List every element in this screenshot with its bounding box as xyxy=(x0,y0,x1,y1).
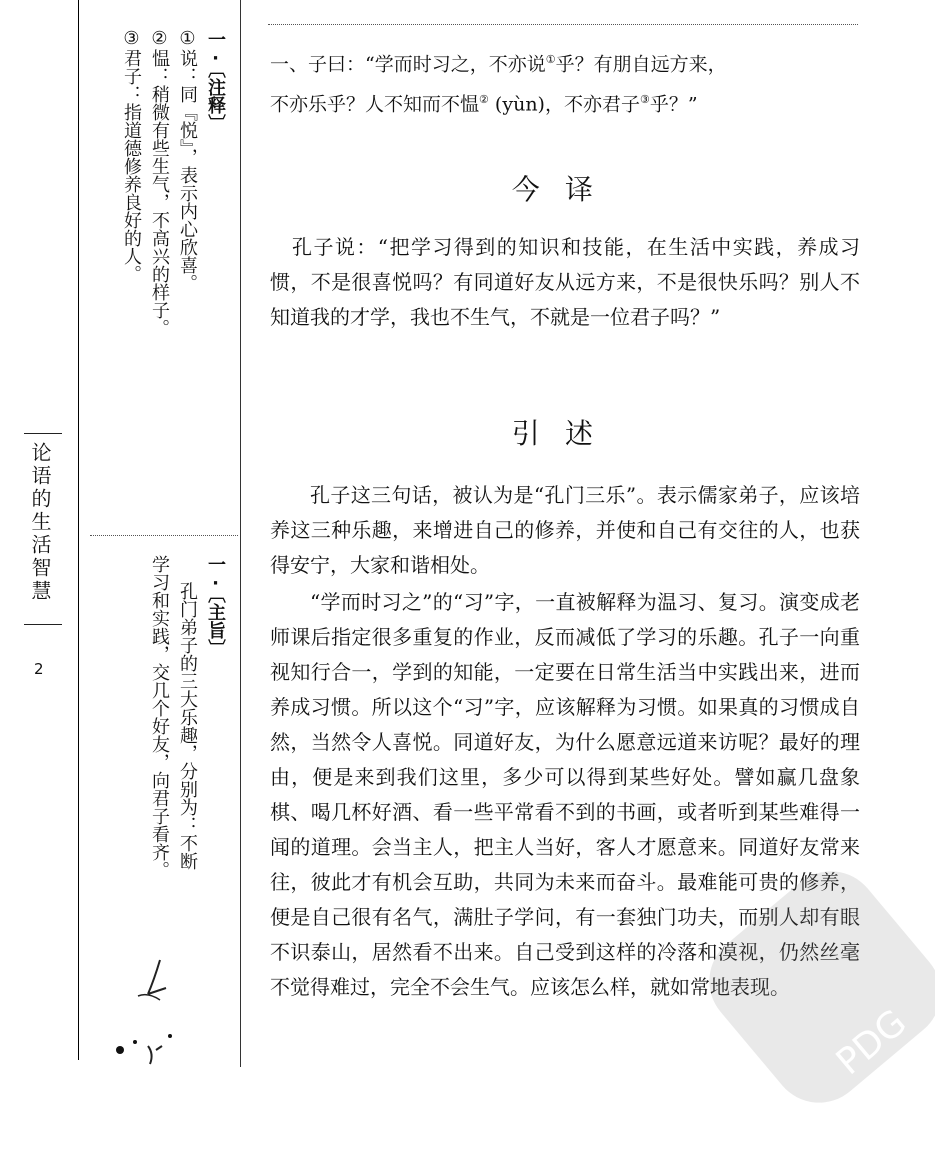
commentary-paragraph-2: “学而时习之”的“习”字，一直被解释为温习、复习。演变成老师课后指定很多重复的作业，反而减低了学习的乐趣。孔子一向重视知行合一，学到的知能，一定要在日常生活当中实践出来，进而养成习惯。所以这个“习”字，应该解释为习惯。如果真的习惯成自然，当然令人喜悦。同道好友，为什么愿意远道来访呢？最好的理由，便是来到我们这里，多少可以得到某些好处。譬如赢几盘象棋、喝几杯好酒、看一些平常看不到的书画，或者听到某些难得一闻的道理。会当主人，把主人当好，客人才愿意来。同道好友常来往，彼此才有机会互助，共同为未来而奋斗。最难能可贵的修养，便是自己很有名气，满肚子学问，有一套独门功夫，而别人却有眼不识泰山，居然看不出来。自己受到这样的冷落和漠视，仍然丝毫不觉得难过，完全不会生气。应该怎么样，就如常地表现。 xyxy=(270,590,860,999)
header-dotted-rule xyxy=(268,24,858,25)
commentary-paragraph-1: 孔子这三句话，被认为是“孔门三乐”。表示儒家弟子，应该培养这三种乐趣，来增进自己的修养，并使和自己有交往的人，也获得安宁，大家和谐相处。 xyxy=(270,483,860,577)
page-number: 2 xyxy=(34,660,44,678)
translation-text: 孔子说：“把学习得到的知识和技能，在生活中实践，养成习惯，不是很喜悦吗？有同道好友从远方来，不是很快乐吗？别人不知道我的才学，我也不生气，不就是一位君子吗？” xyxy=(270,235,860,329)
svg-text:PDG: PDG xyxy=(828,1001,915,1084)
theme-line-1: 孔门弟子的三大乐趣，分别为：不断 xyxy=(177,582,198,870)
left-margin-rule xyxy=(78,0,79,1060)
theme-line-2: 学习和实践，交几个好友，向君子看齐。 xyxy=(149,555,170,879)
book-title: 论语的生活智慧 xyxy=(28,442,52,603)
notes-section-label: 一·〔注释〕 xyxy=(205,30,226,132)
column-divider-rule xyxy=(240,0,241,1067)
note-item-1: ①说：同『悦』，表示内心欣喜。 xyxy=(177,28,198,292)
ink-sketch-decoration xyxy=(90,950,210,1067)
commentary-heading: 引述 xyxy=(511,417,619,450)
note-item-3: ③君子：指道德修养良好的人。 xyxy=(121,28,142,283)
translation-heading: 今译 xyxy=(511,173,619,206)
original-text: 一、子曰：“学而时习之，不亦说①乎？有朋自远方来， 不亦乐乎？人不知而不愠② (yùn)，不亦君子③乎？” xyxy=(270,53,727,116)
sidebar-dotted-divider xyxy=(90,535,238,536)
note-item-2: ②愠：稍微有些生气，不高兴的样子。 xyxy=(149,28,170,337)
theme-section-label: 一·〔主旨〕 xyxy=(205,555,226,657)
